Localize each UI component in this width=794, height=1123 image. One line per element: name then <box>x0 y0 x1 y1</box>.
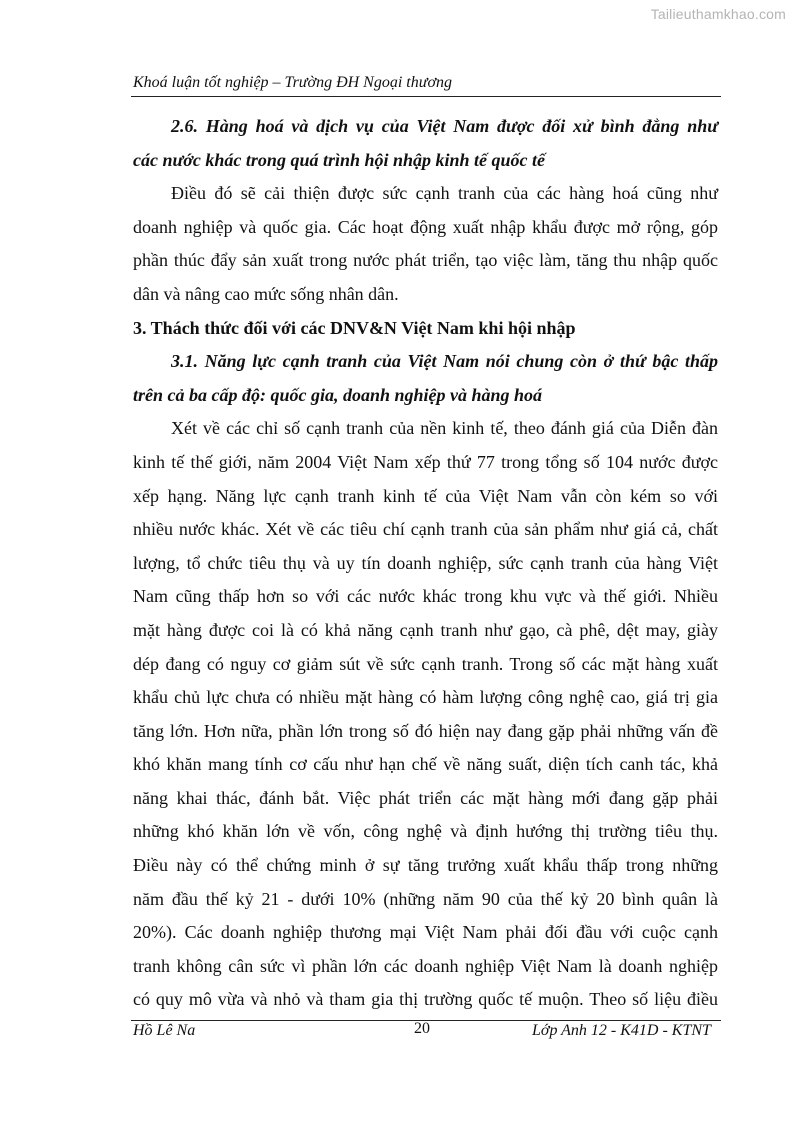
footer-author: Hồ Lê Na <box>133 1022 196 1039</box>
heading-line: các nước khác trong quá trình hội nhập kinh tế quốc tế <box>133 149 546 170</box>
paragraph-line: Xét về các chỉ số cạnh tranh của nền kinh tế, theo đánh giá của Diễn đàn <box>171 418 718 439</box>
paragraph-line: kinh tế thế giới, năm 2004 Việt Nam xếp thứ 77 trong tổng số 104 nước được <box>133 451 718 472</box>
paragraph-line: năm đầu thế kỷ 21 - dưới 10% (những năm 90 của thế kỷ 20 bình quân là <box>133 888 718 909</box>
page-body <box>133 110 718 1017</box>
heading-line: 3. Thách thức đối với các DNV&N Việt Nam khi hội nhập <box>133 317 576 338</box>
paragraph-line: xếp hạng. Năng lực cạnh tranh kinh tế của Việt Nam vẫn còn kém so với <box>133 485 718 506</box>
paragraph-line: năng khai thác, đánh bắt. Việc phát triển các mặt hàng mới đang gặp phải <box>133 787 718 808</box>
paragraph-line: khẩu chủ lực chưa có nhiều mặt hàng có hàm lượng công nghệ cao, giá trị gia <box>133 687 718 708</box>
heading-line: 3.1. Năng lực cạnh tranh của Việt Nam nói chung còn ở thứ bậc thấp <box>171 351 718 372</box>
footer-class-info: Lớp Anh 12 - K41D - KTNT <box>532 1022 711 1039</box>
paragraph-line: lượng, tổ chức tiêu thụ và uy tín doanh nghiệp, sức cạnh tranh của hàng Việt <box>133 552 718 573</box>
section-3-1-paragraph <box>133 412 718 1017</box>
paragraph-line: nhiều nước khác. Xét về các tiêu chí cạnh tranh của sản phẩm như giá cả, chất <box>133 519 718 540</box>
paragraph-line: có quy mô vừa và nhỏ và tham gia thị trường quốc tế muộn. Theo số liệu điều <box>133 989 718 1010</box>
header-rule <box>131 96 721 97</box>
paragraph-line: phần thúc đẩy sản xuất trong nước phát triển, tạo việc làm, tăng thu nhập quốc <box>133 250 718 271</box>
paragraph-line: dân và nâng cao mức sống nhân dân. <box>133 283 399 304</box>
section-3-1-heading <box>133 345 718 412</box>
page-number: 20 <box>414 1020 430 1037</box>
paragraph-line: Điều đó sẽ cải thiện được sức cạnh tranh của các hàng hoá cũng như <box>171 183 718 204</box>
heading-line: 2.6. Hàng hoá và dịch vụ của Việt Nam được đối xử bình đẳng như <box>171 116 718 136</box>
section-3-heading <box>133 312 718 346</box>
paragraph-line: 20%). Các doanh nghiệp thương mại Việt Nam phải đối đầu với cuộc cạnh <box>133 922 718 943</box>
section-2-6-heading <box>133 110 718 177</box>
running-header: Khoá luận tốt nghiệp – Trường ĐH Ngoại thương <box>133 74 452 91</box>
paragraph-line: doanh nghiệp và quốc gia. Các hoạt động xuất nhập khẩu được mở rộng, góp <box>133 216 718 237</box>
paragraph-line: mặt hàng được coi là có khả năng cạnh tranh như gạo, cà phê, dệt may, giày <box>133 619 718 640</box>
paragraph-line: những khó khăn lớn về vốn, công nghệ và định hướng thị trường tiêu thụ. <box>133 821 718 842</box>
watermark-text: Tailieuthamkhao.com <box>650 6 786 22</box>
paragraph-line: Điều này có thể chứng minh ở sự tăng trưởng xuất khẩu thấp trong những <box>133 855 718 876</box>
paragraph-line: tăng lớn. Hơn nữa, phần lớn trong số đó hiện nay đang gặp phải những vấn đề <box>133 720 718 741</box>
heading-line: trên cả ba cấp độ: quốc gia, doanh nghiệp và hàng hoá <box>133 384 543 405</box>
paragraph-line: tranh không cân sức vì phần lớn các doanh nghiệp Việt Nam là doanh nghiệp <box>133 955 718 976</box>
paragraph-line: dép đang có nguy cơ giảm sút về sức cạnh tranh. Trong số các mặt hàng xuất <box>133 653 718 674</box>
paragraph-line: khó khăn mang tính cơ cấu như hạn chế về năng suất, diện tích canh tác, khả <box>133 754 718 775</box>
section-2-6-paragraph <box>133 177 718 311</box>
paragraph-line: Nam cũng thấp hơn so với các nước khác trong khu vực và thế giới. Nhiều <box>133 586 718 607</box>
